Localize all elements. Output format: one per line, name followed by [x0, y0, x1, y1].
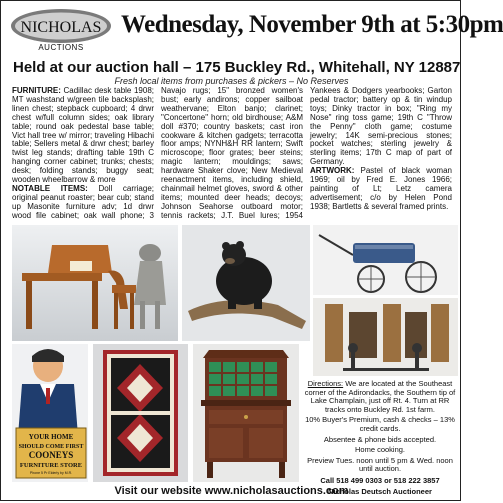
- artwork-label: ARTWORK:: [310, 166, 355, 176]
- directions-paragraph: [302, 380, 458, 414]
- preview-hours: Preview Tues. noon until 5 pm & Wed. noon until auction.: [307, 455, 453, 474]
- photo-washstand: [193, 344, 299, 482]
- photo-cooneys-sign: [12, 344, 88, 482]
- notable-items-label: NOTABLE ITEMS:: [12, 183, 88, 193]
- header: [1, 1, 503, 57]
- sign-line5: Phone 5 Pr Elderly by M.R.: [29, 471, 73, 475]
- directions-info: [302, 380, 458, 498]
- photo-doll-carriage: [313, 225, 458, 295]
- artwork-text: Pastel of black woman 1969; oil by Fred E. Jones 1966; painting of Lt; Letz camera advertisement; c/o by Helen Pond 1938; Bartletts & several framed prints.: [310, 166, 452, 211]
- nicholas-auctions-logo: [9, 7, 113, 51]
- auction-date-headline: Wednesday, November 9th at 5:30pm: [121, 11, 503, 38]
- tagline: Fresh local items from purchases & pickers – No Reserves: [114, 76, 349, 86]
- auctioneer-name: Nicholas Deutsch Auctioneer: [328, 486, 432, 496]
- sign-line4: FURNITURE STORE: [19, 462, 83, 469]
- directions-text: We are located at the Southeast corner of the Adirondacks, the Southern tip of Lake Champlain, just off Rt. 4. Turn at RR tracks onto Buckley Rd. 1st farm.: [304, 379, 456, 414]
- notable-items-text: Doll carriage; original peanut roaster; bear cub; stand up Masonite furniture adv; 1d drwr wood file cabinet; oak wall phone; 3 Navajo rugs; 15" bronzed women's bust; early andirons; copper sailboat weathervane; Elton banjo; clarinet; "Concertone" horn; old birdhouse; A&M doll #370; country baskets; cast iron cookware & kitchen gadgets; terracotta floor amps; NYNH&H RR lantern; Swift microscope; floor grates; beer steins; magic lantern; mouldings; saws; hardware Shaker clove; New Medieval reenactment items, including shield, chainmail helmet gloves, sword & other items; mounted deer heads; decoys; Johnson Seahorse outboard motor; tennis rackets; J.T. Buel lures; 1954 Yankees & Dodgers yearbooks; Garton pedal tractor; battery op & tin windup toys; Dinky tractor in box; "Ring my Nose" ring toss game; 19th C "Throw the Penny" cloth game; costume jewelry; 14K semi-precious stones; pocket watches; sterling jewelry & sterling items; 17th C map of part of Germany.: [12, 86, 452, 220]
- sign-line3: COONEYS: [28, 450, 74, 460]
- photo-bear-cub: [182, 225, 310, 341]
- artwork-paragraph: [310, 167, 452, 212]
- auction-location: Held at our auction hall – 175 Buckley Rd., Whitehall, NY 12887: [13, 59, 461, 76]
- buyers-premium: 10% Buyer's Premium, cash & checks – 13% credit cards.: [305, 415, 455, 433]
- call-phone-numbers: Call 518 499 0303 or 518 222 3857: [320, 475, 440, 485]
- sign-line1: YOUR HOME: [28, 433, 74, 441]
- website-footer[interactable]: Visit our website www.nicholasauctions.com: [114, 485, 349, 497]
- photo-desk-chair: [12, 225, 178, 341]
- absentee-bids: Absentee & phone bids accepted.: [323, 434, 437, 444]
- sign-line2: SHOULD COME FIRST: [18, 444, 84, 450]
- logo-sub-text: AUCTIONS: [38, 43, 84, 52]
- item-listing: [12, 87, 452, 227]
- photo-navajo-rug: [93, 344, 188, 482]
- logo-brand-text: NICHOLAS: [20, 19, 102, 36]
- furniture-text: Cadillac desk table 1908; MT washstand w/green tile backsplash; linen chest; stepback cupboard; 4 drwr chest w/full column sides; oak library table; round oak pedestal base table; Vict hall tree w/ mirror; traveling Hibachi table; Sellers metal & drwr chest; barley twist leg stands; drafting table 19th C hanging corner cabinet; trunks; chests; desk; folding stands; buggy seat; wooden wheelbarrow & more: [12, 86, 154, 185]
- directions-label: Directions:: [307, 379, 344, 388]
- photo-andirons: [313, 298, 458, 376]
- furniture-paragraph: [12, 87, 154, 185]
- furniture-label: FURNITURE:: [12, 86, 61, 95]
- home-cooking: Home cooking.: [354, 445, 406, 455]
